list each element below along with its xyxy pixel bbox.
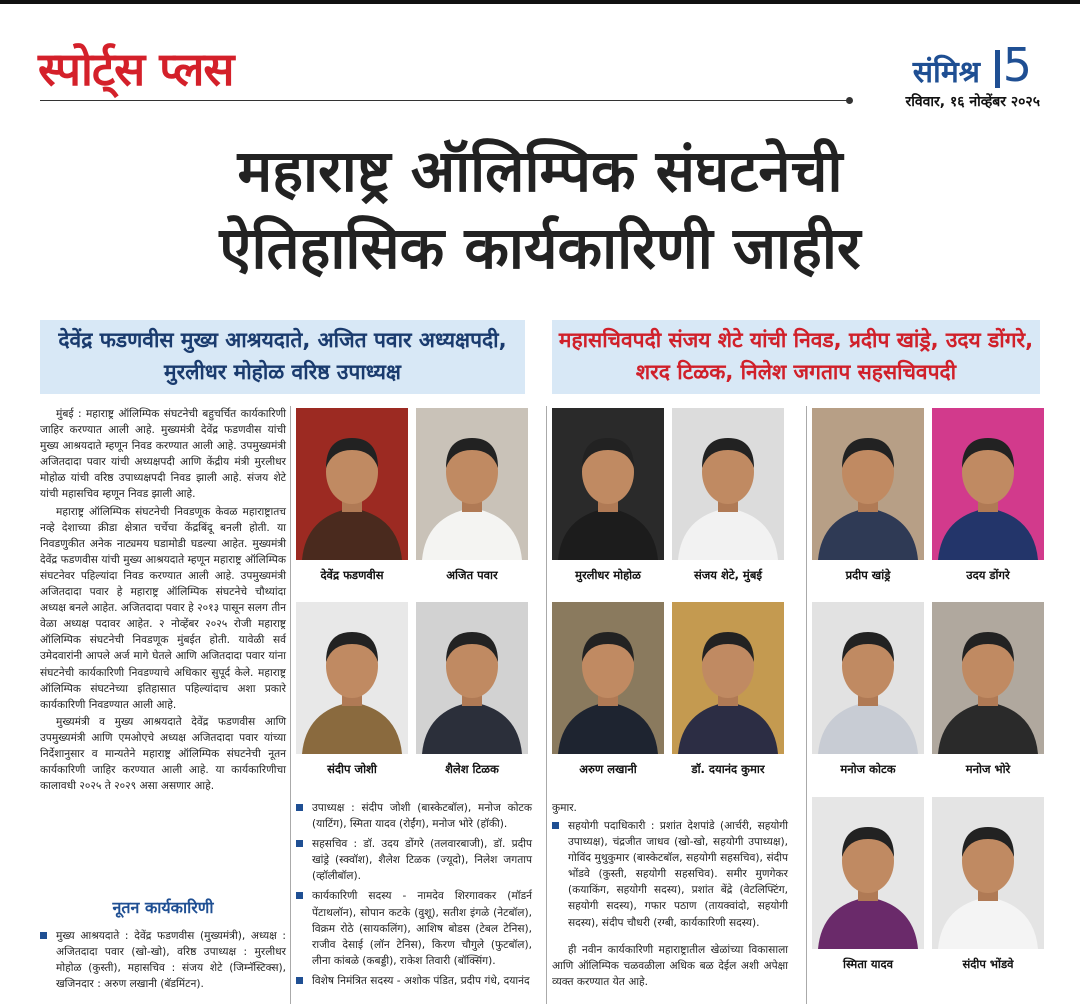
portrait-photo [812,602,924,754]
portrait-figure [416,408,528,560]
portrait-figure [552,408,664,560]
portrait-caption: अजित पवार [446,568,498,582]
column-divider [806,406,807,1004]
portrait-figure [672,602,784,754]
portrait-photo [416,408,528,560]
top-border [0,0,1080,4]
portrait-caption: संजय शेटे, मुंबई [693,568,763,582]
portrait-caption: प्रदीप खांड्रे [845,568,891,582]
portrait-photo [296,602,408,754]
bullet-item: विशेष निमंत्रित सदस्य - अशोक पंडित, प्रदीप गंधे, दयानंद [296,973,532,989]
article-body [40,406,286,795]
column-divider [290,406,291,1004]
section-name: संमिश्र [912,55,980,90]
portrait-caption: उदय डोंगरे [966,568,1010,582]
article-paragraph: मुख्यमंत्री व मुख्य आश्रयदाते देवेंद्र फडणवीस आणि उपमुख्यमंत्री आणि एमओएचे अध्यक्ष अजितदादा पवार यांच्या निर्देशानुसार व मान्यतेने महाराष्ट्र ऑलिम्पिक संघटनेची नूतन कार्यकारिणी जाहिर करण्यात आली आहे. या कार्यकारिणीचा कालावधी २०२५ ते २०२९ असा असणार आहे. [40,715,286,793]
subhead-new-executive: नूतन कार्यकारिणी [112,898,214,917]
portrait-figure [296,408,408,560]
column-divider [546,406,547,1004]
portrait-photo [812,797,924,949]
portrait-figure [672,408,784,560]
portrait-photo [416,602,528,754]
portrait-caption: मनोज कोटक [840,762,896,776]
masthead-rule-dot [846,97,853,104]
portrait-photo [932,408,1044,560]
bullet-list-col2 [296,800,532,993]
portrait-photo [296,408,408,560]
portrait-caption: शैलेश टिळक [445,762,499,776]
portrait-caption: डॉ. दयानंद कुमार [691,762,765,776]
headline-line-1: महाराष्ट्र ऑलिम्पिक संघटनेची [237,137,843,205]
article-paragraph: मुंबई : महाराष्ट्र ऑलिम्पिक संघटनेची बहुचर्चित कार्यकारिणी जाहिर करण्यात आली आहे. मुख्यमंत्री देवेंद्र फडणवीस यांची मुख्य आश्रयदाते म्हणून निवड करण्यात आली आहे. उपमुख्यमंत्री अजितदादा पवार यांची अध्यक्षपदी आणि केंद्रीय मंत्री मुरलीधर मोहोळ यांची वरिष्ठ उपाध्यक्षपदी निवड झाली आहे. संजय शेटे यांची महासचिव म्हणून निवड झाली आहे. [40,408,286,501]
portrait-caption: स्मिता यादव [842,957,893,971]
portrait-photo [672,408,784,560]
bullet-item: कार्यकारिणी सदस्य - नामदेव शिरगावकर (मॉडर्न पेंटाथलॉन), सोपान कटके (वुशू), सतीश इंगळे (नेटबॉल), विक्रम रोठे (सायकलिंग), आशिष बोडस (टेबल टेनिस), राजीव देसाई (लॉन टेनिस), किरण चौगुले (फुटबॉल), लीना कांबळे (कबड्डी), राकेश तिवारी (बॉक्सिंग). [296,888,532,968]
portrait-figure [416,602,528,754]
portrait-figure [812,797,924,949]
portrait-caption: अरुण लखानी [579,762,637,776]
portrait-caption: देवेंद्र फडणवीस [320,568,384,582]
brand-logo: स्पोर्ट्स प्लस [38,42,234,96]
article-paragraph: महाराष्ट्र ऑलिम्पिक संघटनेची निवडणूक केवळ महाराष्ट्रातच नव्हे देशाच्या क्रीडा क्षेत्रात चर्चेचा केंद्रबिंदू बनली होती. या निवडणुकीत अनेक नाट्यमय घडामोडी घडल्या आहेत. मुख्यमंत्री देवेंद्र फडणवीस यांची मुख्य आश्रयदाते म्हणून महाराष्ट्र ऑलिम्पिक संघटनेवर पहिल्यांदा निवड करण्यात आली आहे. उपमुख्यमंत्री अजितदादा पवार हे महाराष्ट्र ऑलिम्पिक संघटनेचे चौथ्यांदा अध्यक्ष बनले आहेत. अजितदादा पवार हे २०१३ पासून सलग तीन वेळा अध्यक्ष पदावर आहेत. २ नोव्हेंबर २०२५ रोजी महाराष्ट्र ऑलिम्पिक संघटनेची निवडणूक मुंबईत होती. यावेळी सर्व उमेदवारांनी आपले अर्ज मागे घेतले आणि अजितदादा पवार यांना संघटनेची कार्यकारिणी निवडण्याचे अधिकार सुपूर्द केले. महाराष्ट्र ऑलिम्पिक संघटनेच्या इतिहासात पहिल्यांदाच अशा प्रकारे कार्यकारिणी निवडण्यात आली आहे. [40,505,286,711]
portrait-photo [552,602,664,754]
portrait-photo [552,408,664,560]
portrait-figure [552,602,664,754]
bullet-list-col3 [552,818,788,935]
portrait-figure [932,797,1044,949]
col3-lead: कुमार. [552,802,577,814]
portrait-photo [812,408,924,560]
portrait-photo [932,602,1044,754]
portrait-figure [812,408,924,560]
portrait-figure [296,602,408,754]
portrait-figure [932,408,1044,560]
headline-line-2: ऐतिहासिक कार्यकारिणी जाहीर [219,214,861,282]
portrait-figure [812,602,924,754]
portrait-caption: संदीप जोशी [327,762,377,776]
bullet-item: मुख्य आश्रयदाते : देवेंद्र फडणवीस (मुख्यमंत्री), अध्यक्ष : अजितदादा पवार (खो-खो), वरिष्ठ उपाध्यक्ष : मुरलीधर मोहोळ (कुस्ती), महासचिव : संजय शेटे (जिम्नॅस्टिक्स), खजिनदार : अरुण लखानी (बॅडमिंटन). [40,928,286,992]
portrait-photo [932,797,1044,949]
closing-paragraph: ही नवीन कार्यकारिणी महाराष्ट्रातील खेळांच्या विकासाला आणि ऑलिम्पिक चळवळीला अधिक बळ देईल अशी अपेक्षा व्यक्त करण्यात येत आहे. [552,944,788,989]
page-number: 5 [1002,38,1032,92]
portrait-caption: मुरलीधर मोहोळ [575,568,641,582]
portrait-photo [672,602,784,754]
portrait-caption: मनोज भोरे [965,762,1011,776]
bullet-list-col1 [40,928,286,996]
deck-right: महासचिवपदी संजय शेटे यांची निवड, प्रदीप खांड्रे, उदय डोंगरे, शरद टिळक, निलेश जगताप सहसचिवपदी [552,320,1040,394]
portrait-figure [932,602,1044,754]
deck-left: देवेंद्र फडणवीस मुख्य आश्रयदाते, अजित पवार अध्यक्षपदी, मुरलीधर मोहोळ वरिष्ठ उपाध्यक्ष [40,320,525,394]
page-separator [995,50,1000,88]
portrait-caption: संदीप भोंडवे [962,957,1014,971]
bullet-item: सहयोगी पदाधिकारी : प्रशांत देशपांडे (आर्चरी, सहयोगी उपाध्यक्ष), चंद्रजीत जाधव (खो-खो, सहयोगी उपाध्यक्ष), गोविंद मुथुकुमार (बास्केटबॉल, सहयोगी सहसचिव), संदीप भोंडवे (कुस्ती, सहयोगी सहसचिव). समीर मुणगेकर (कयाकिंग, सहयोगी सदस्य), प्रशांत बेंद्रे (वेटलिफ्टिंग, सहयोगी सदस्य), गफार पठाण (तायक्वांदो, सहयोगी सदस्य), संदीप चौधरी (रग्बी, कार्यकारिणी सदस्य). [552,818,788,931]
masthead-rule [40,100,850,101]
bullet-item: उपाध्यक्ष : संदीप जोशी (बास्केटबॉल), मनोज कोटक (याटिंग), स्मिता यादव (रोईंग), मनोज भोरे (हॉकी). [296,800,532,832]
bullet-item: सहसचिव : डॉ. उदय डोंगरे (तलवारबाजी), डॉ. प्रदीप खांड्रे (स्क्वॉश), शैलेश टिळक (ज्यूदो), निलेश जगताप (व्हॉलीबॉल). [296,836,532,884]
dateline: रविवार, १६ नोव्हेंबर २०२५ [905,94,1040,110]
